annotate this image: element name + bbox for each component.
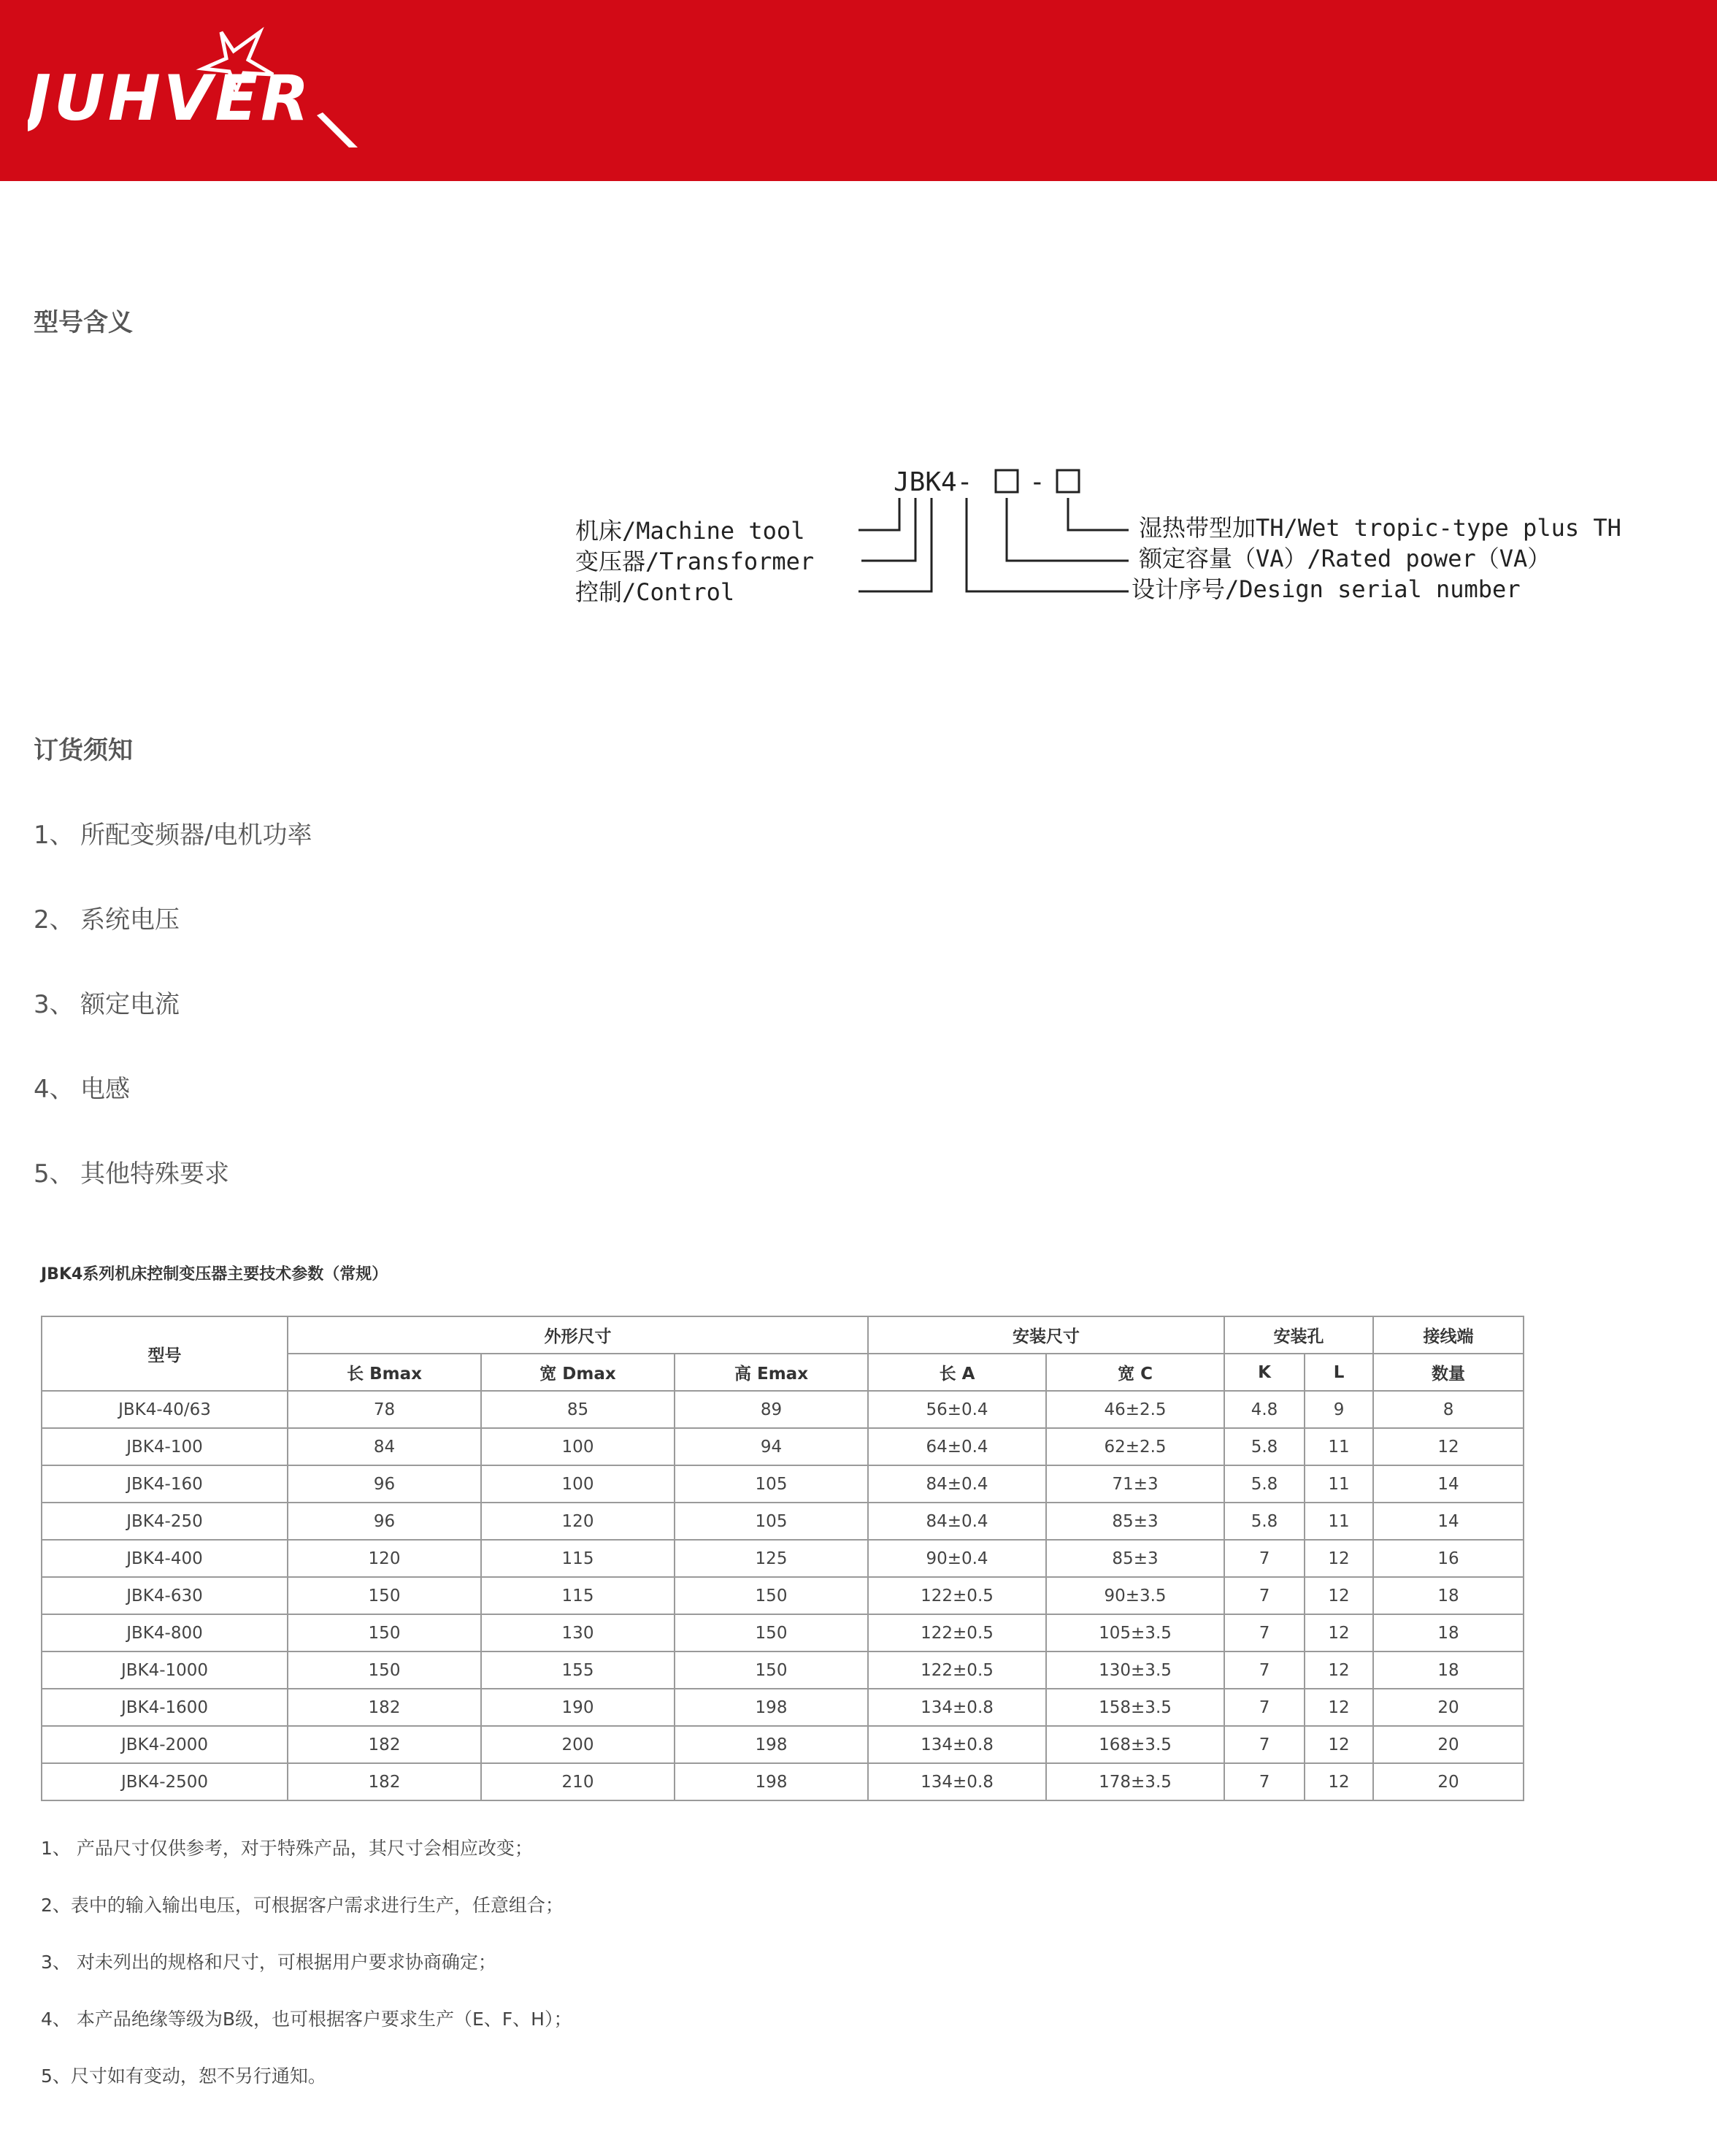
table-cell: 134±0.8 xyxy=(868,1689,1046,1726)
table-row xyxy=(42,1503,1524,1540)
table-cell: 150 xyxy=(288,1577,481,1614)
table-cell: 12 xyxy=(1305,1577,1373,1614)
order-item xyxy=(34,1069,130,1105)
note-item: 4、 本产品绝缘等级为B级，也可根据客户要求生产（E、F、H）； xyxy=(41,2009,572,2030)
table-cell: 12 xyxy=(1305,1726,1373,1763)
order-item xyxy=(34,1154,229,1189)
table-cell: 12 xyxy=(1305,1614,1373,1651)
subheader-cell: 宽 Dmax xyxy=(481,1354,675,1391)
table-cell: 168±3.5 xyxy=(1046,1726,1224,1763)
table-row xyxy=(42,1577,1524,1614)
order-item-number: 5、 xyxy=(34,1159,74,1189)
table-cell: 198 xyxy=(675,1726,868,1763)
right-label-tropic: 湿热带型加TH/Wet tropic-type plus TH xyxy=(1139,514,1621,542)
logo-swoosh xyxy=(317,112,358,147)
table-cell: 7 xyxy=(1224,1614,1305,1651)
table-cell: 120 xyxy=(288,1540,481,1577)
right-label-serial: 设计序号/Design serial number xyxy=(1132,575,1521,603)
order-item-text: 所配变频器/电机功率 xyxy=(80,821,312,850)
order-item-number: 4、 xyxy=(34,1075,74,1104)
table-row xyxy=(42,1540,1524,1577)
table-cell: 12 xyxy=(1305,1763,1373,1800)
table-cell: 190 xyxy=(481,1689,675,1726)
table-cell: 158±3.5 xyxy=(1046,1689,1224,1726)
ordering-title: 订货须知 xyxy=(34,736,133,765)
subheader-cell: L xyxy=(1305,1354,1373,1391)
table-cell: JBK4-1000 xyxy=(42,1651,288,1689)
table-cell: 11 xyxy=(1305,1465,1373,1503)
table-row xyxy=(42,1763,1524,1800)
juhver-logo xyxy=(28,26,364,150)
table-cell: 150 xyxy=(675,1651,868,1689)
table-cell: 7 xyxy=(1224,1726,1305,1763)
subheader-cell: 宽 C xyxy=(1046,1354,1224,1391)
table-cell: 16 xyxy=(1373,1540,1524,1577)
table-cell: 122±0.5 xyxy=(868,1614,1046,1651)
table-cell: 7 xyxy=(1224,1577,1305,1614)
table-row xyxy=(42,1614,1524,1651)
order-item-text: 其他特殊要求 xyxy=(80,1159,229,1189)
left-label-machine: 机床/Machine tool xyxy=(575,517,805,545)
table-cell: 84±0.4 xyxy=(868,1503,1046,1540)
table-cell: 150 xyxy=(675,1614,868,1651)
table-row xyxy=(42,1465,1524,1503)
header-install-hole: 安装孔 xyxy=(1224,1316,1373,1354)
order-item xyxy=(34,815,312,851)
table-cell: 120 xyxy=(481,1503,675,1540)
table-cell: 85 xyxy=(481,1391,675,1428)
table-cell: 115 xyxy=(481,1577,675,1614)
table-cell: 11 xyxy=(1305,1503,1373,1540)
table-title: JBK4系列机床控制变压器主要技术参数（常规） xyxy=(41,1265,388,1284)
table-cell: 96 xyxy=(288,1465,481,1503)
subheader-cell: 高 Emax xyxy=(675,1354,868,1391)
table-cell: 12 xyxy=(1305,1689,1373,1726)
order-item-text: 额定电流 xyxy=(80,990,180,1019)
table-cell: 130±3.5 xyxy=(1046,1651,1224,1689)
left-label-transformer: 变压器/Transformer xyxy=(575,548,815,575)
table-cell: 85±3 xyxy=(1046,1503,1224,1540)
table-row xyxy=(42,1726,1524,1763)
table-cell: 90±3.5 xyxy=(1046,1577,1224,1614)
model-code-diagram xyxy=(569,460,1708,621)
table-cell: JBK4-400 xyxy=(42,1540,288,1577)
right-label-power: 额定容量（VA）/Rated power（VA） xyxy=(1139,545,1551,572)
table-cell: 182 xyxy=(288,1763,481,1800)
subheader-cell: 数量 xyxy=(1373,1354,1524,1391)
table-cell: JBK4-800 xyxy=(42,1614,288,1651)
header-model: 型号 xyxy=(42,1316,288,1391)
table-cell: 105 xyxy=(675,1465,868,1503)
table-cell: 20 xyxy=(1373,1726,1524,1763)
table-row xyxy=(42,1689,1524,1726)
table-cell: JBK4-250 xyxy=(42,1503,288,1540)
table-cell: 5.8 xyxy=(1224,1428,1305,1465)
table-cell: 122±0.5 xyxy=(868,1651,1046,1689)
note-item: 2、表中的输入输出电压，可根据客户需求进行生产，任意组合； xyxy=(41,1895,564,1916)
model-code-prefix: JBK4- xyxy=(894,467,973,497)
table-cell: 14 xyxy=(1373,1465,1524,1503)
table-cell: 84±0.4 xyxy=(868,1465,1046,1503)
order-item-number: 3、 xyxy=(34,990,74,1019)
order-item-number: 2、 xyxy=(34,905,74,935)
table-cell: 12 xyxy=(1373,1428,1524,1465)
table-cell: 7 xyxy=(1224,1689,1305,1726)
table-cell: 20 xyxy=(1373,1763,1524,1800)
placeholder-box-1 xyxy=(996,470,1018,492)
logo-text: JUHVER xyxy=(28,62,312,135)
connector-lines xyxy=(858,498,1129,591)
table-cell: 62±2.5 xyxy=(1046,1428,1224,1465)
order-item-text: 电感 xyxy=(80,1075,130,1104)
table-cell: 11 xyxy=(1305,1428,1373,1465)
table-cell: 100 xyxy=(481,1465,675,1503)
table-cell: 5.8 xyxy=(1224,1465,1305,1503)
table-cell: 198 xyxy=(675,1763,868,1800)
table-row xyxy=(42,1651,1524,1689)
table-cell: 7 xyxy=(1224,1651,1305,1689)
table-cell: JBK4-160 xyxy=(42,1465,288,1503)
table-cell: 7 xyxy=(1224,1763,1305,1800)
table-cell: 90±0.4 xyxy=(868,1540,1046,1577)
table-cell: 96 xyxy=(288,1503,481,1540)
order-item-number: 1、 xyxy=(34,821,74,850)
table-cell: 182 xyxy=(288,1689,481,1726)
table-cell: 122±0.5 xyxy=(868,1577,1046,1614)
table-cell: 56±0.4 xyxy=(868,1391,1046,1428)
subheader-cell: 长 Bmax xyxy=(288,1354,481,1391)
subheader-cell: 长 A xyxy=(868,1354,1046,1391)
placeholder-box-2 xyxy=(1057,470,1079,492)
table-body xyxy=(42,1391,1524,1800)
table-cell: JBK4-100 xyxy=(42,1428,288,1465)
table-cell: 12 xyxy=(1305,1651,1373,1689)
table-cell: 130 xyxy=(481,1614,675,1651)
table-cell: JBK4-2000 xyxy=(42,1726,288,1763)
table-row xyxy=(42,1391,1524,1428)
table-cell: 200 xyxy=(481,1726,675,1763)
table-cell: 105 xyxy=(675,1503,868,1540)
note-item: 1、 产品尺寸仅供参考，对于特殊产品，其尺寸会相应改变； xyxy=(41,1838,533,1859)
table-cell: 105±3.5 xyxy=(1046,1614,1224,1651)
subheader-cell: K xyxy=(1224,1354,1305,1391)
table-row xyxy=(42,1428,1524,1465)
table-cell: 4.8 xyxy=(1224,1391,1305,1428)
table-cell: 198 xyxy=(675,1689,868,1726)
header-terminal: 接线端 xyxy=(1373,1316,1524,1354)
table-cell: 9 xyxy=(1305,1391,1373,1428)
spec-table xyxy=(41,1316,1524,1801)
table-cell: 210 xyxy=(481,1763,675,1800)
table-cell: 89 xyxy=(675,1391,868,1428)
table-cell: 14 xyxy=(1373,1503,1524,1540)
note-item: 3、 对未列出的规格和尺寸，可根据用户要求协商确定； xyxy=(41,1952,496,1973)
table-cell: 5.8 xyxy=(1224,1503,1305,1540)
table-cell: 134±0.8 xyxy=(868,1726,1046,1763)
model-code-dash: - xyxy=(1029,467,1045,497)
table-cell: 125 xyxy=(675,1540,868,1577)
model-meaning-title: 型号含义 xyxy=(34,308,133,337)
table-cell: 100 xyxy=(481,1428,675,1465)
table-cell: JBK4-40/63 xyxy=(42,1391,288,1428)
table-cell: 18 xyxy=(1373,1614,1524,1651)
table-cell: 20 xyxy=(1373,1689,1524,1726)
table-cell: 12 xyxy=(1305,1540,1373,1577)
table-cell: 115 xyxy=(481,1540,675,1577)
order-item xyxy=(34,899,180,935)
table-cell: 84 xyxy=(288,1428,481,1465)
header-install-dimensions: 安装尺寸 xyxy=(868,1316,1224,1354)
table-cell: 18 xyxy=(1373,1651,1524,1689)
table-cell: 18 xyxy=(1373,1577,1524,1614)
note-item: 5、尺寸如有变动，恕不另行通知。 xyxy=(41,2065,326,2087)
header-outer-dimensions: 外形尺寸 xyxy=(288,1316,868,1354)
table-cell: 155 xyxy=(481,1651,675,1689)
order-item-text: 系统电压 xyxy=(80,905,180,935)
table-cell: 7 xyxy=(1224,1540,1305,1577)
table-cell: 134±0.8 xyxy=(868,1763,1046,1800)
table-cell: 182 xyxy=(288,1726,481,1763)
table-cell: JBK4-1600 xyxy=(42,1689,288,1726)
table-cell: 85±3 xyxy=(1046,1540,1224,1577)
table-cell: 8 xyxy=(1373,1391,1524,1428)
left-label-control: 控制/Control xyxy=(575,578,735,606)
table-header-row xyxy=(42,1316,1524,1354)
table-cell: 64±0.4 xyxy=(868,1428,1046,1465)
table-cell: 150 xyxy=(288,1651,481,1689)
table-cell: 46±2.5 xyxy=(1046,1391,1224,1428)
table-cell: 150 xyxy=(675,1577,868,1614)
table-cell: 71±3 xyxy=(1046,1465,1224,1503)
header-banner xyxy=(0,0,1717,181)
table-cell: JBK4-2500 xyxy=(42,1763,288,1800)
order-item xyxy=(34,984,180,1020)
table-cell: 78 xyxy=(288,1391,481,1428)
table-cell: 150 xyxy=(288,1614,481,1651)
table-cell: 178±3.5 xyxy=(1046,1763,1224,1800)
table-cell: JBK4-630 xyxy=(42,1577,288,1614)
table-cell: 94 xyxy=(675,1428,868,1465)
